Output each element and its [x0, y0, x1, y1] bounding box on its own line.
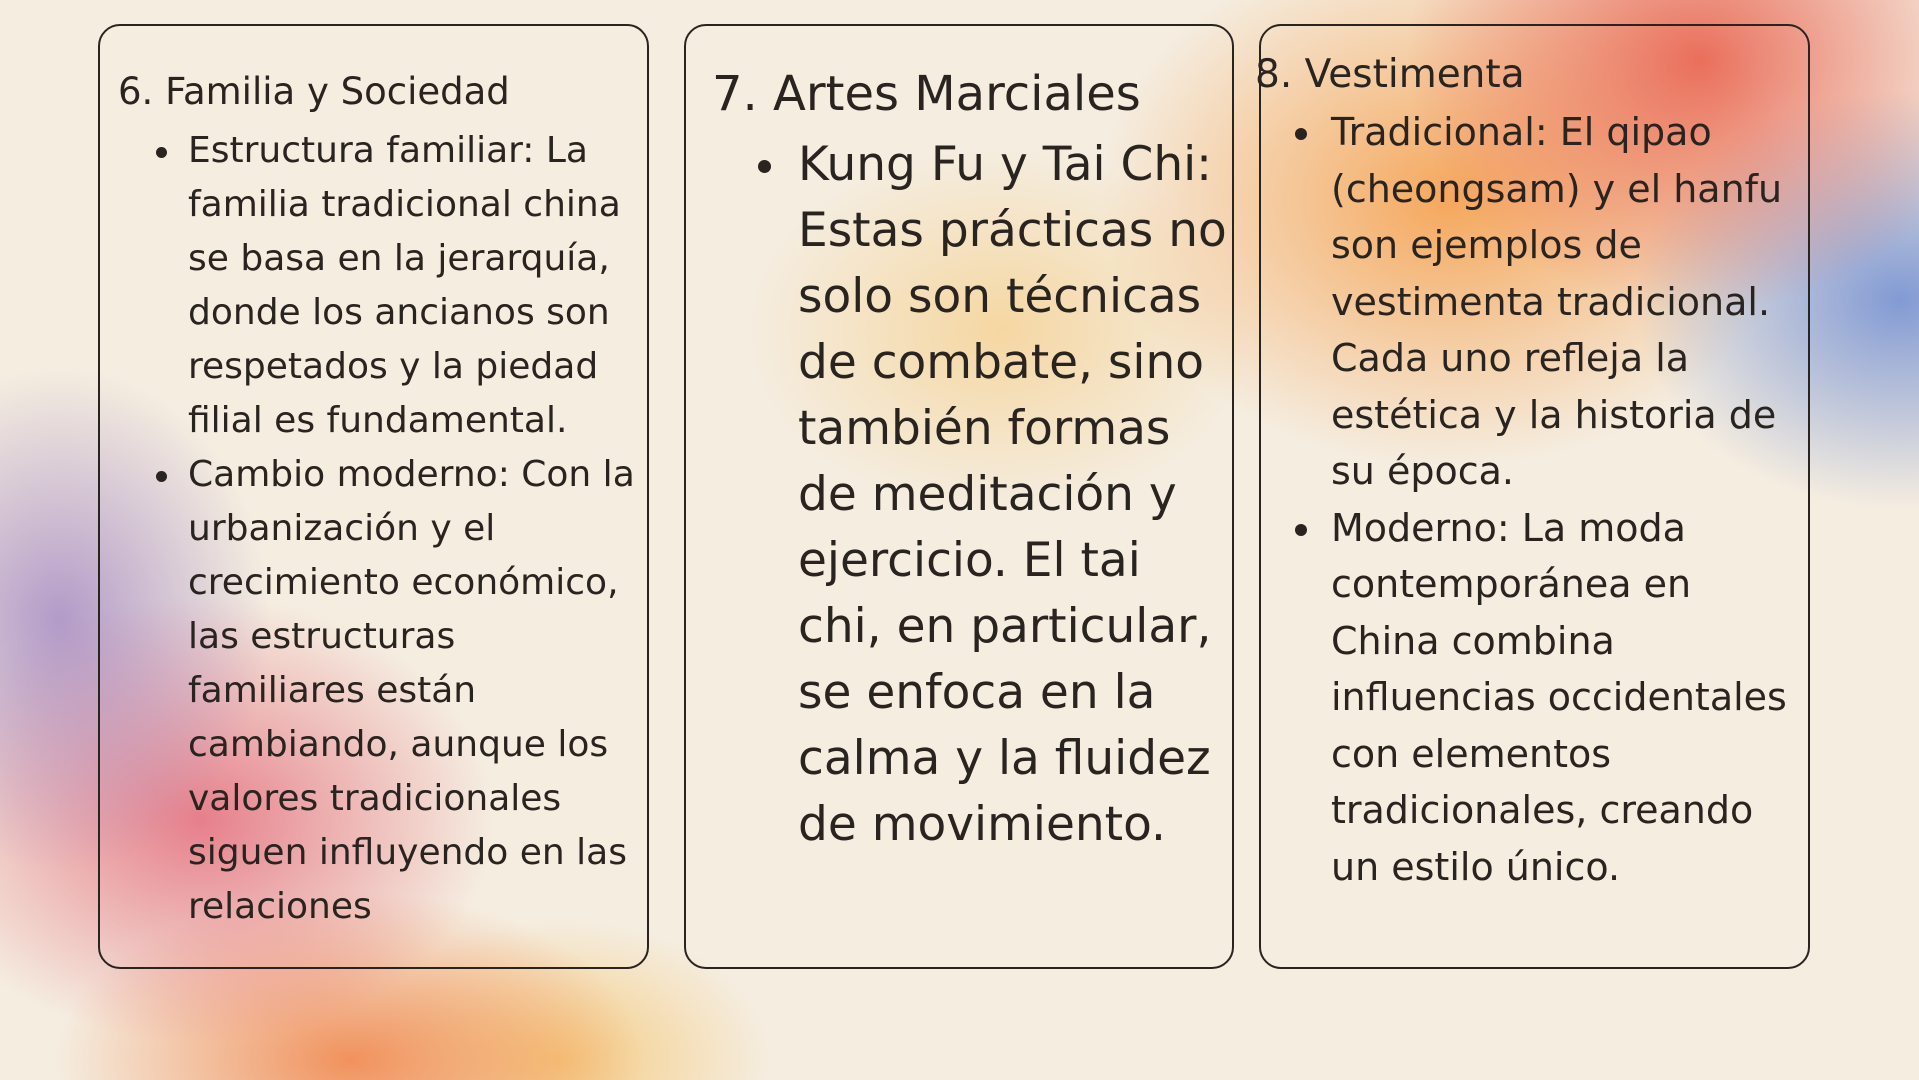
list-item-text: Cambio moderno: Con la urbanización y el crecimiento económico, las estructuras familiares están cambiando, aunque los valores tradicionales siguen influyendo en las relaciones: [188, 454, 635, 927]
list-item: [188, 448, 643, 934]
bullet-icon: [1295, 524, 1307, 536]
card-title: 7. Artes Marciales: [712, 66, 1141, 122]
card-familia-sociedad: [98, 24, 649, 969]
bullet-icon: [156, 471, 167, 482]
list-item: [1331, 104, 1801, 500]
bullet-icon: [156, 147, 167, 158]
card-artes-marciales: [684, 24, 1234, 969]
list-item-text: Estructura familiar: La familia tradicional china se basa en la jerarquía, donde los ancianos son respetados y la piedad filial es fundamental.: [188, 130, 621, 441]
list-item: [1331, 500, 1801, 896]
list-item: [188, 124, 643, 448]
list-item-text: Kung Fu y Tai Chi: Estas prácticas no solo son técnicas de combate, sino también formas de meditación y ejercicio. El tai chi, en particular, se enfoca en la calma y la fluidez de movimiento.: [798, 137, 1227, 852]
bullet-list: [1331, 104, 1801, 895]
bullet-icon: [758, 160, 771, 173]
list-item-text: Tradicional: El qipao (cheongsam) y el hanfu son ejemplos de vestimenta tradicional. Cada uno refleja la estética y la historia de su época.: [1331, 110, 1783, 493]
list-item-text: Moderno: La moda contemporánea en China combina influencias occidentales con elementos tradicionales, creando un estilo único.: [1331, 505, 1787, 889]
bullet-list: [798, 132, 1228, 858]
card-title: 6. Familia y Sociedad: [118, 70, 510, 113]
list-item: [798, 132, 1228, 858]
card-title: 8. Vestimenta: [1255, 52, 1525, 97]
bullet-list: [188, 124, 643, 934]
card-vestimenta: [1255, 24, 1810, 969]
bullet-icon: [1295, 128, 1307, 140]
